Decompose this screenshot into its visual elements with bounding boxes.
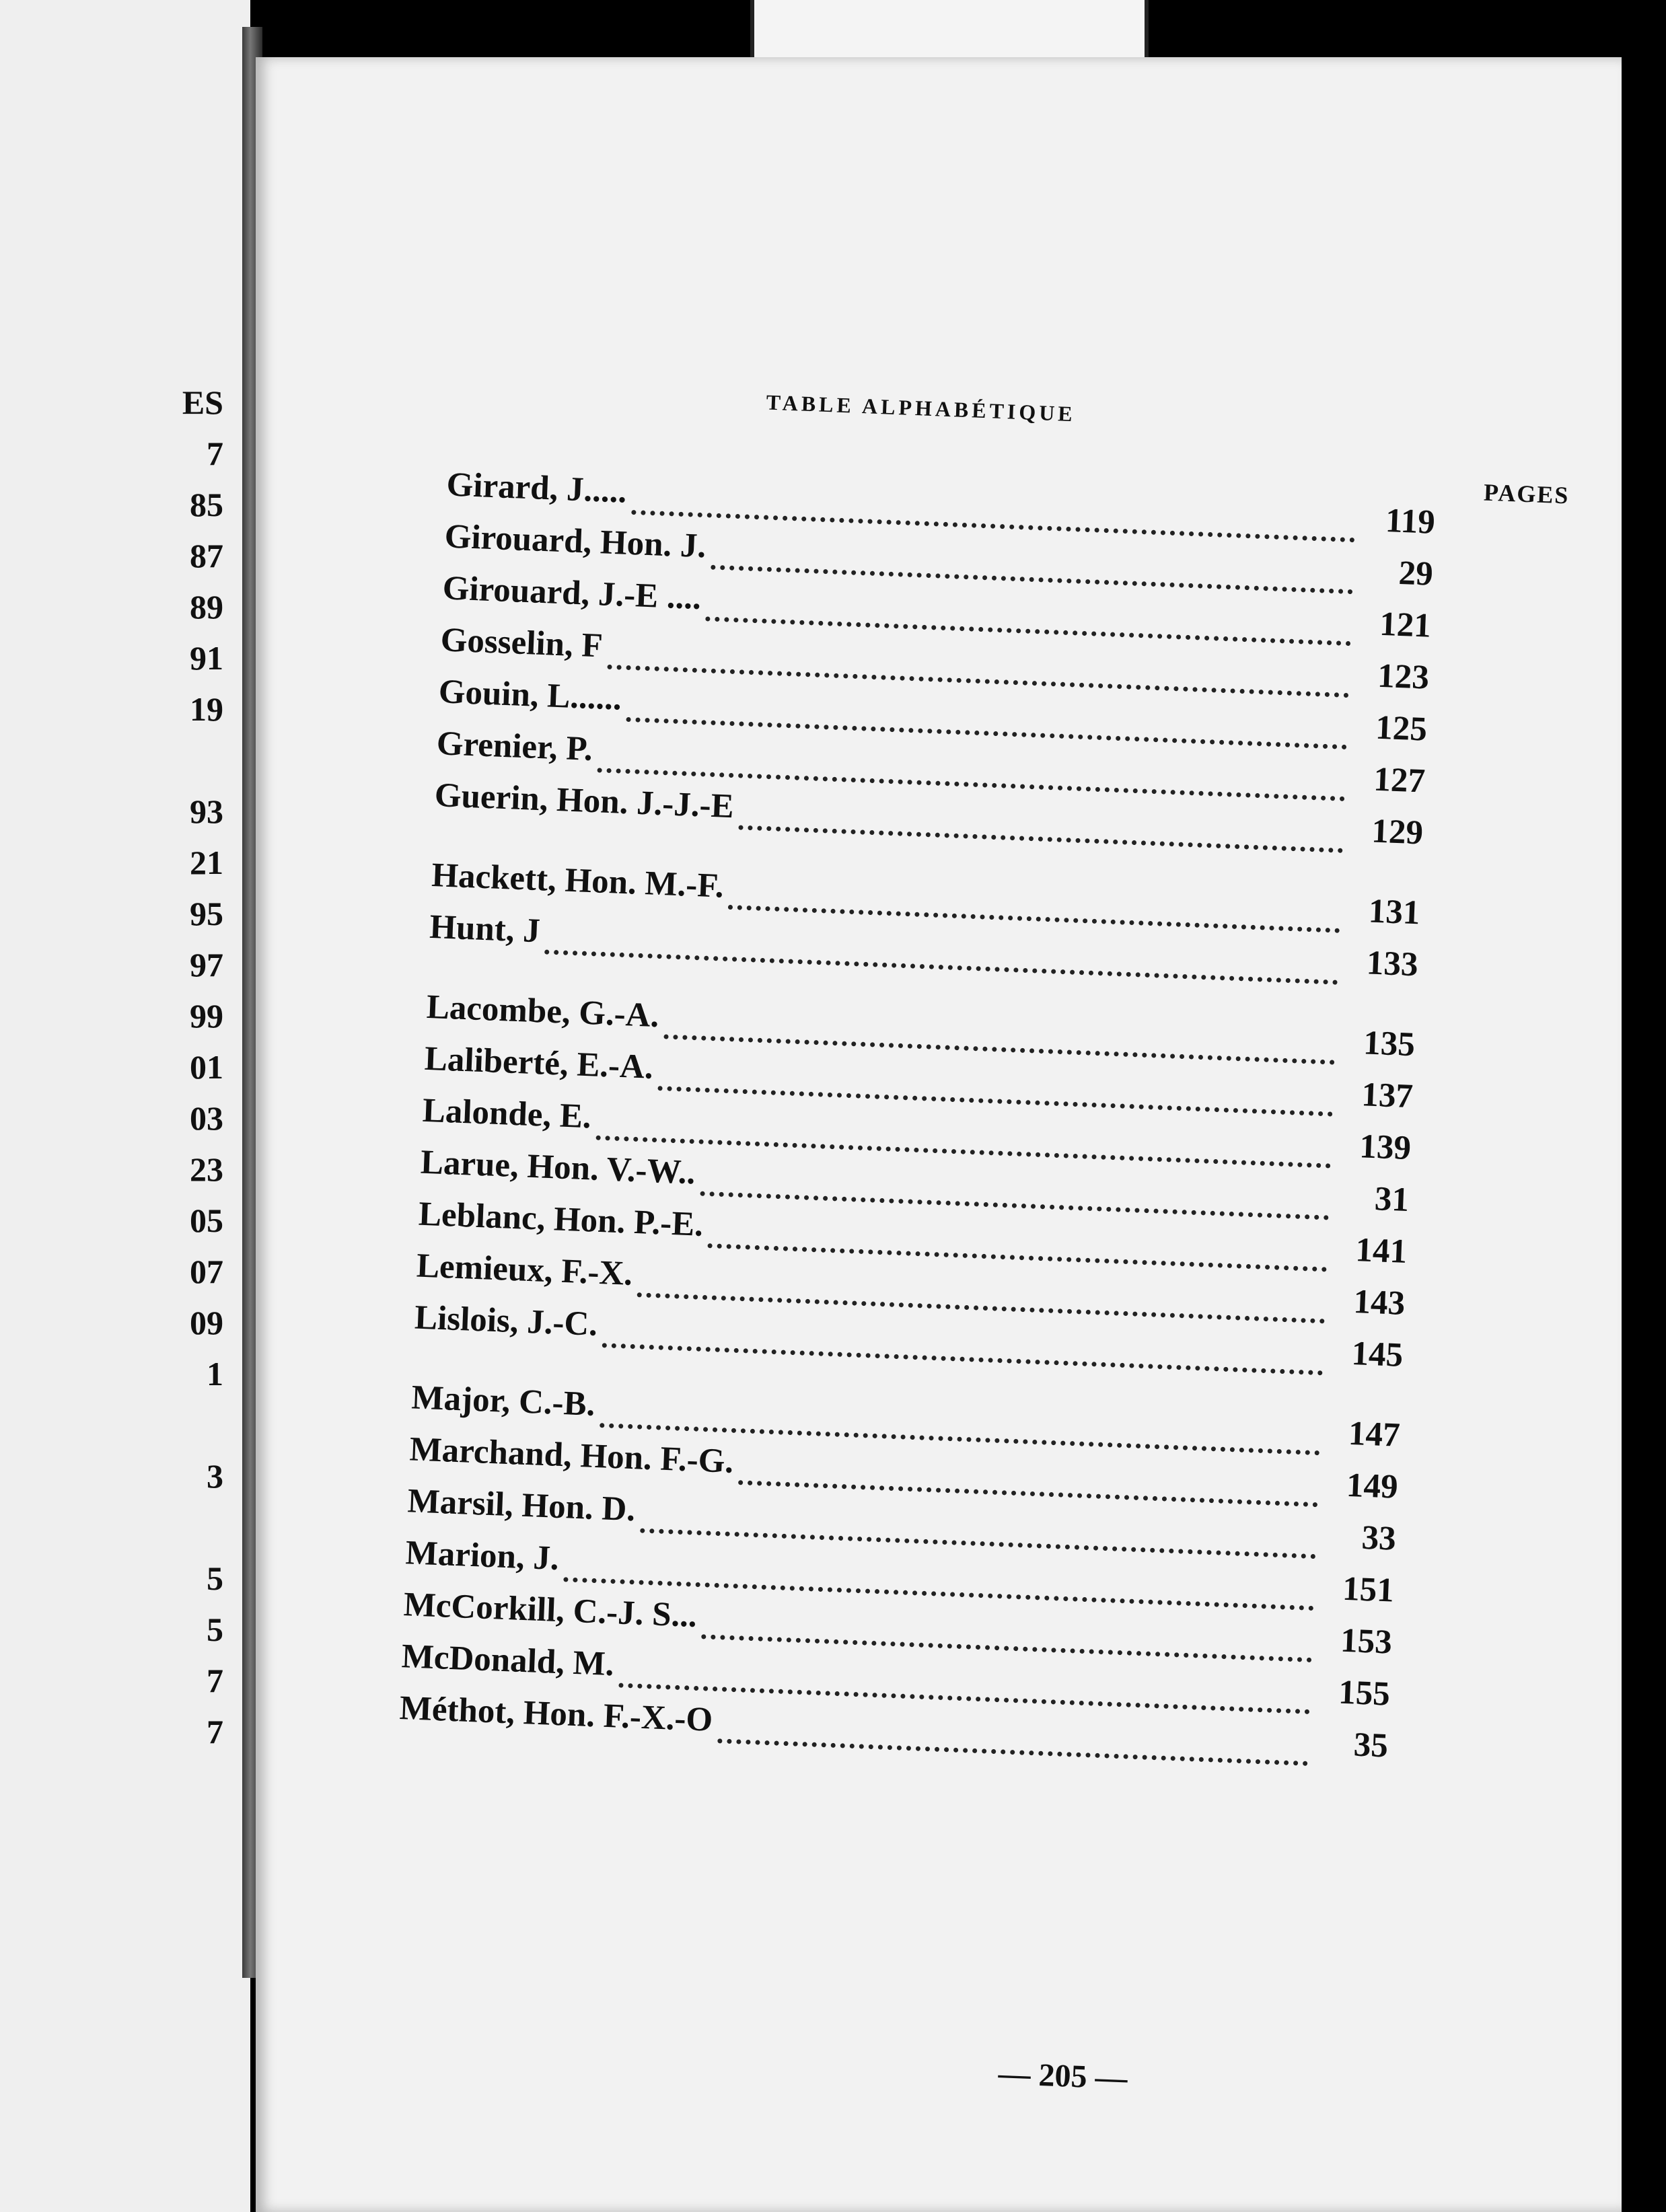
entry-name: Girouard, Hon. J. <box>443 517 707 566</box>
entry-page: 129 <box>1371 812 1424 852</box>
previous-page-number: 05 <box>190 1202 223 1239</box>
entry-page: 133 <box>1365 944 1419 984</box>
entry-page: 121 <box>1379 605 1432 645</box>
entry-name: Lemieux, F.-X. <box>416 1247 634 1293</box>
previous-page-number: 7 <box>207 435 223 472</box>
entry-name: Girard, J..... <box>445 466 628 511</box>
previous-page-number: 91 <box>190 639 223 677</box>
entry-page: 149 <box>1346 1466 1399 1506</box>
entry-name: Marsil, Hon. D. <box>406 1482 637 1529</box>
previous-page-number: 89 <box>190 588 223 626</box>
previous-page-numbers <box>149 377 223 1757</box>
entry-name: McCorkill, C.-J. S... <box>402 1586 698 1635</box>
previous-page-number: 01 <box>190 1048 223 1086</box>
entry-name: Grenier, P. <box>435 725 593 769</box>
entry-name: Leblanc, Hon. P.-E. <box>418 1195 704 1244</box>
previous-page-number: 3 <box>207 1457 223 1495</box>
entry-page: 127 <box>1373 760 1426 801</box>
entry-name: Marion, J. <box>404 1534 560 1578</box>
entry-name: Girouard, J.-E .... <box>441 569 702 618</box>
entry-page: 29 <box>1398 554 1434 593</box>
entry-page: 137 <box>1361 1076 1414 1116</box>
previous-page-number: 93 <box>190 792 223 830</box>
entry-name: Hackett, Hon. M.-F. <box>431 856 725 906</box>
entry-page: 31 <box>1373 1180 1410 1220</box>
previous-page-number: 23 <box>190 1150 223 1188</box>
previous-page-number: 5 <box>207 1611 223 1648</box>
entry-page: 141 <box>1354 1231 1408 1271</box>
previous-page-number: 85 <box>190 486 223 523</box>
previous-page-number: 09 <box>190 1304 223 1341</box>
entry-page: 139 <box>1359 1128 1412 1168</box>
previous-page-number: 95 <box>190 895 223 932</box>
entry-page: 145 <box>1350 1335 1404 1374</box>
entry-name: Hunt, J <box>429 908 541 951</box>
entry-name: Major, C.-B. <box>410 1378 596 1424</box>
previous-page-header: ES <box>182 383 223 421</box>
previous-page-number: 03 <box>190 1099 223 1137</box>
page-title: TABLE ALPHABÉTIQUE <box>766 390 1077 427</box>
leader-dots <box>738 825 1343 853</box>
previous-page-gap <box>149 735 223 786</box>
pages-column-header: PAGES <box>1483 478 1570 509</box>
entry-name: McDonald, M. <box>400 1637 615 1684</box>
entry-name: Laliberté, E.-A. <box>423 1039 654 1086</box>
entry-name: Lislois, J.-C. <box>414 1298 599 1343</box>
previous-page-gap <box>149 1502 223 1553</box>
index-page <box>256 57 1622 2212</box>
entry-name: Lalonde, E. <box>421 1091 592 1136</box>
entry-name: Larue, Hon. V.-W.. <box>420 1143 696 1192</box>
leader-dots <box>544 950 1338 985</box>
previous-page-fragment <box>0 0 250 2212</box>
entry-page: 153 <box>1340 1621 1393 1662</box>
entry-page: 151 <box>1342 1570 1395 1610</box>
previous-page-number: 19 <box>190 690 223 728</box>
entry-name: Lacombe, G.-A. <box>425 988 660 1035</box>
entry-name: Gosselin, F <box>439 621 604 665</box>
leader-dots <box>717 1738 1308 1766</box>
previous-page-number: 99 <box>190 997 223 1035</box>
leader-dots <box>602 1343 1323 1375</box>
previous-page-number: 7 <box>207 1662 223 1699</box>
entry-page: 35 <box>1352 1726 1389 1765</box>
previous-page-number: 5 <box>207 1559 223 1597</box>
entry-name: Marchand, Hon. F.-G. <box>408 1430 735 1481</box>
entry-page: 135 <box>1363 1024 1416 1064</box>
entry-page: 131 <box>1367 892 1421 932</box>
entry-page: 125 <box>1375 708 1428 749</box>
previous-page-number: 21 <box>190 844 223 881</box>
entry-page: 143 <box>1352 1283 1406 1323</box>
entry-page: 155 <box>1338 1673 1391 1713</box>
entry-page: 147 <box>1348 1414 1401 1454</box>
entry-name: Gouin, L...... <box>437 673 622 718</box>
entry-name: Guerin, Hon. J.-J.-E <box>433 776 735 826</box>
previous-page-number: 7 <box>207 1713 223 1750</box>
entry-page: 33 <box>1361 1518 1397 1558</box>
previous-page-number: 1 <box>207 1355 223 1393</box>
previous-page-number: 07 <box>190 1253 223 1290</box>
previous-page-number: 87 <box>190 537 223 575</box>
page-number: — 205 — <box>997 2055 1128 2096</box>
previous-page-number: 97 <box>190 946 223 984</box>
previous-page-gap <box>149 1399 223 1450</box>
entry-page: 119 <box>1384 502 1436 542</box>
page-content <box>336 373 1581 2096</box>
entry-name: Méthot, Hon. F.-X.-O <box>398 1689 714 1739</box>
entry-page: 123 <box>1377 657 1430 697</box>
index-entries <box>398 465 1436 1778</box>
